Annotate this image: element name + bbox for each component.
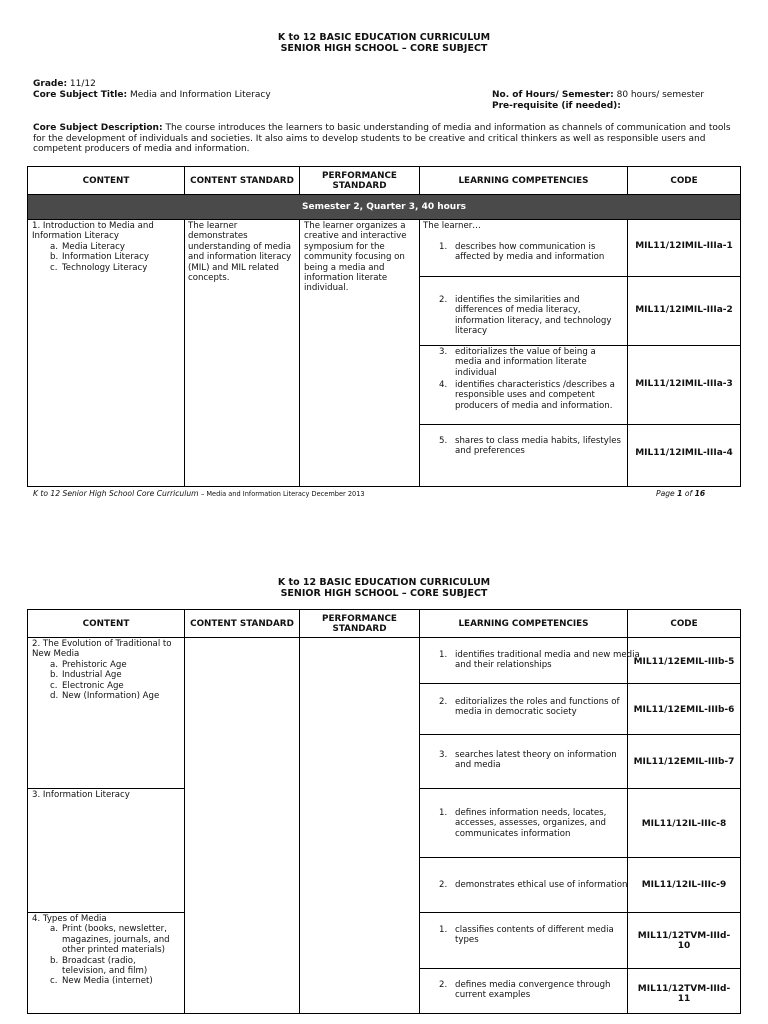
t2-header-code: CODE bbox=[670, 618, 698, 629]
t2-left-border bbox=[27, 609, 28, 1014]
t1-header-content-standard: CONTENT STANDARD bbox=[190, 175, 294, 186]
t1-col3-div bbox=[419, 219, 420, 487]
t2-content-types-of-media bbox=[32, 914, 180, 987]
competency-code: MIL11/12IMIL-IIIa-3 bbox=[635, 378, 733, 389]
competency-code: MIL11/12TVM-IIId-10 bbox=[637, 930, 731, 951]
subject-row bbox=[33, 90, 271, 101]
content-topic-title: 1. Introduction to Media and Information Literacy bbox=[32, 221, 154, 242]
subject-value: Media and Information Literacy bbox=[129, 90, 271, 100]
t2-bottom-border bbox=[27, 1013, 741, 1014]
footer-curriculum-title: K to 12 Senior High School Core Curriculum bbox=[33, 489, 199, 498]
footer-subject-date: – Media and Information Literacy December 2013 bbox=[200, 490, 365, 498]
t1-header-code: CODE bbox=[670, 175, 698, 186]
t2-right-border bbox=[740, 609, 741, 1014]
competency-code: MIL11/12IL-IIIc-8 bbox=[641, 818, 727, 829]
t1-col2-div bbox=[299, 219, 300, 487]
competency-item: 1. defines information needs, locates, accesses, assesses, organizes, and communicates information bbox=[439, 808, 607, 839]
t1-performance-standard-cell: The learner organizes a creative and interactive symposium for the community focusing on being a media and information literate individual. bbox=[304, 221, 407, 294]
t2-content-information-literacy bbox=[32, 790, 180, 800]
t2-row-div-4 bbox=[419, 857, 740, 858]
t1-header-learning-competencies: LEARNING COMPETENCIES bbox=[458, 175, 589, 186]
content-subitem: a. Print (books, newsletter, magazines, journals, and other printed materials) bbox=[50, 924, 170, 956]
hours-value: 80 hours/ semester bbox=[616, 90, 705, 100]
page-total: 16 bbox=[694, 489, 706, 498]
competency-code: MIL11/12EMIL-IIIb-6 bbox=[633, 704, 735, 715]
content-subitem: c. Technology Literacy bbox=[50, 262, 148, 273]
grade-row bbox=[33, 79, 96, 90]
competency-item: 2. identifies the similarities and differences of media literacy, information literacy, and technology literacy bbox=[439, 295, 612, 337]
t2-content-evolution bbox=[32, 639, 180, 701]
competency-item: 1. classifies contents of different media types bbox=[439, 925, 614, 946]
t2-row-div-3 bbox=[419, 788, 740, 789]
content-subitem: a. Media Literacy bbox=[50, 241, 125, 252]
page2-title-line1: K to 12 BASIC EDUCATION CURRICULUM bbox=[277, 577, 491, 588]
t1-row-div-3 bbox=[419, 424, 740, 425]
competency-code: MIL11/12EMIL-IIIb-5 bbox=[633, 656, 735, 667]
content-subitem: d. New (Information) Age bbox=[50, 691, 160, 702]
competency-item: 2. demonstrates ethical use of information bbox=[439, 880, 628, 890]
page-word: Page bbox=[656, 489, 675, 498]
t1-header-performance-standard: PERFORMANCE STANDARD bbox=[322, 170, 397, 191]
content-subitem: b. Broadcast (radio, television, and film) bbox=[50, 955, 148, 977]
content-subitem: a. Prehistoric Age bbox=[50, 659, 127, 670]
competency-item: 3. searches latest theory on information and media bbox=[439, 750, 617, 771]
competency-code: MIL11/12TVM-IIId-11 bbox=[637, 983, 731, 1004]
competency-item: 1. describes how communication is affected by media and information bbox=[439, 242, 605, 263]
description-text: The course introduces the learners to basic understanding of media and information as channels of communication and tools for the development of individuals and societies. It also aims to develop students to be creative and critical thinkers as well as responsible users and competent producers of media and information. bbox=[33, 123, 731, 154]
subject-description bbox=[33, 123, 733, 155]
competency-code: MIL11/12IMIL-IIIa-4 bbox=[635, 447, 733, 458]
competency-code: MIL11/12IMIL-IIIa-2 bbox=[635, 304, 733, 315]
competency-item: 2. editorializes the roles and functions of media in democratic society bbox=[439, 697, 620, 718]
page-footer-text bbox=[33, 489, 365, 498]
t2-row-div-2 bbox=[419, 734, 740, 735]
t2-content-div-2 bbox=[27, 912, 184, 913]
content-subitem: b. Industrial Age bbox=[50, 670, 122, 681]
competency-item: 2. defines media convergence through current examples bbox=[439, 980, 611, 1001]
subject-label: Core Subject Title: bbox=[33, 90, 128, 100]
t2-col3-div bbox=[419, 609, 420, 1014]
competency-code: MIL11/12IL-IIIc-9 bbox=[641, 879, 727, 890]
learner-intro: The learner… bbox=[423, 221, 481, 231]
t2-row-div-1 bbox=[419, 683, 740, 684]
competency-code: MIL11/12IMIL-IIIa-1 bbox=[635, 240, 733, 251]
t2-row-div-5 bbox=[419, 912, 740, 913]
page-number bbox=[656, 489, 705, 498]
page1-title-line1: K to 12 BASIC EDUCATION CURRICULUM bbox=[277, 32, 491, 43]
content-topic-title: 3. Information Literacy bbox=[32, 790, 130, 800]
semester-band: Semester 2, Quarter 3, 40 hours bbox=[27, 195, 741, 219]
t1-left-border bbox=[27, 166, 28, 487]
t1-content-cell bbox=[32, 221, 180, 273]
prereq-row bbox=[492, 101, 621, 112]
t1-row-div-2 bbox=[419, 345, 740, 346]
t1-band-bottom bbox=[27, 219, 741, 220]
t2-header-performance-standard: PERFORMANCE STANDARD bbox=[322, 613, 397, 634]
content-topic-title: 2. The Evolution of Traditional to New Media bbox=[32, 639, 172, 660]
competency-item: 4. identifies characteristics /describes a responsible uses and competent producers of media and information. bbox=[439, 380, 615, 411]
content-topic-title: 4. Types of Media bbox=[32, 914, 107, 924]
competency-code: MIL11/12EMIL-IIIb-7 bbox=[633, 756, 735, 767]
page2-title-line2: SENIOR HIGH SCHOOL – CORE SUBJECT bbox=[280, 588, 488, 599]
competency-item: 3. editorializes the value of being a media and information literate individual bbox=[439, 347, 596, 378]
competency-item: 1. identifies traditional media and new media and their relationships bbox=[439, 650, 640, 671]
hours-row bbox=[492, 90, 704, 101]
t1-bottom-border bbox=[27, 486, 741, 487]
prereq-label: Pre-requisite (if needed): bbox=[492, 101, 621, 111]
t2-row-div-6 bbox=[419, 968, 740, 969]
t1-header-content: CONTENT bbox=[82, 175, 130, 186]
t1-col1-div bbox=[184, 219, 185, 487]
competency-item: 5. shares to class media habits, lifestyles and preferences bbox=[439, 436, 621, 457]
t2-header-content: CONTENT bbox=[82, 618, 130, 629]
t2-content-div-1 bbox=[27, 788, 184, 789]
page-current: 1 bbox=[677, 489, 683, 498]
t2-header-content-standard: CONTENT STANDARD bbox=[190, 618, 294, 629]
description-label: Core Subject Description: bbox=[33, 123, 163, 133]
content-subitem: c. New Media (internet) bbox=[50, 976, 153, 987]
page1-title-line2: SENIOR HIGH SCHOOL – CORE SUBJECT bbox=[280, 43, 488, 54]
page-of: of bbox=[684, 489, 693, 498]
t1-right-border bbox=[740, 166, 741, 487]
grade-value: 11/12 bbox=[69, 79, 96, 89]
t2-header-learning-competencies: LEARNING COMPETENCIES bbox=[458, 618, 589, 629]
content-subitem: c. Electronic Age bbox=[50, 680, 124, 691]
t2-col1-div bbox=[184, 609, 185, 1014]
t1-row-div-1 bbox=[419, 276, 740, 277]
content-subitem: b. Information Literacy bbox=[50, 252, 149, 263]
t2-col2-div bbox=[299, 609, 300, 1014]
grade-label: Grade: bbox=[33, 79, 68, 89]
t1-content-standard-cell: The learner demonstrates understanding of media and information literacy (MIL) and MIL related concepts. bbox=[188, 221, 292, 284]
t2-header-bottom bbox=[27, 637, 741, 638]
hours-label: No. of Hours/ Semester: bbox=[492, 90, 614, 100]
